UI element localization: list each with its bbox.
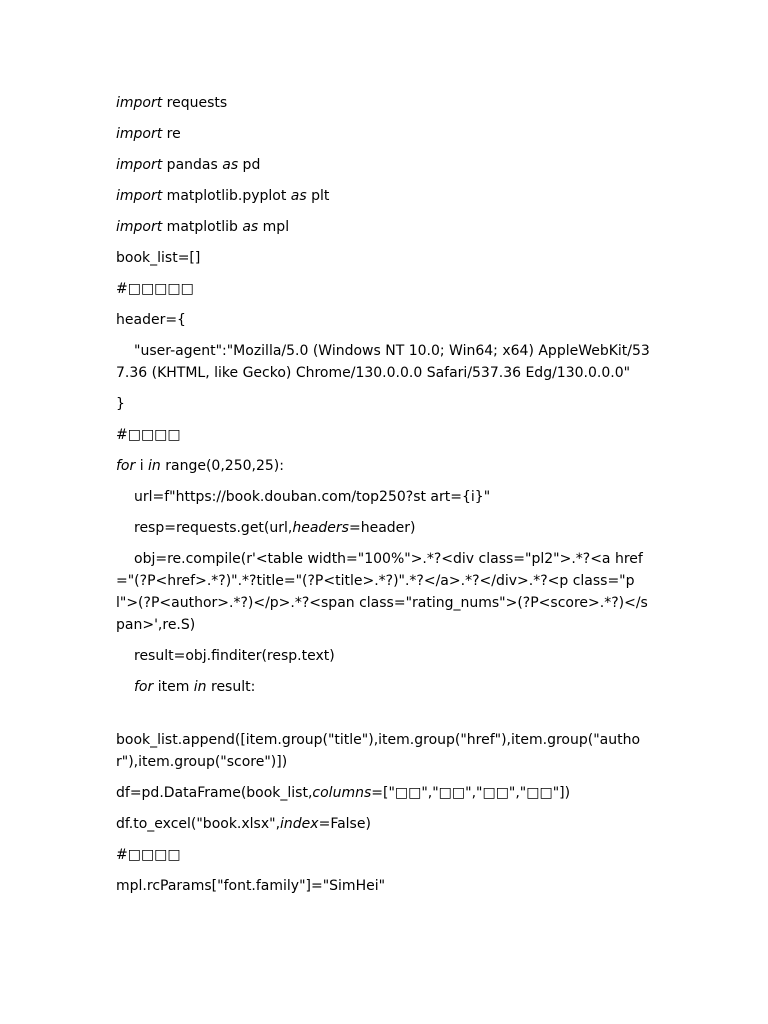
keyword: in	[193, 679, 207, 695]
code-line-url: url=f"https://book.douban.com/top250?st art={i}"	[134, 489, 491, 505]
code-text: result:	[206, 679, 256, 695]
code-line-import-requests	[116, 92, 656, 114]
code-line-for-range	[116, 455, 656, 477]
code-line-book-list: book_list=[]	[116, 250, 201, 266]
code-line-header-close: }	[116, 396, 125, 412]
keyword: columns	[312, 785, 372, 801]
code-line-for-item	[116, 676, 656, 698]
keyword: import	[116, 95, 163, 111]
keyword: index	[280, 816, 319, 832]
code-document	[116, 92, 656, 906]
code-line-import-matplotlib	[116, 216, 656, 238]
keyword: import	[116, 157, 163, 173]
code-line-dataframe	[116, 782, 656, 804]
code-text: requests	[162, 95, 228, 111]
code-text: =False)	[318, 816, 371, 832]
code-line-import-pyplot	[116, 185, 656, 207]
keyword: in	[148, 458, 161, 474]
code-text: matplotlib.pyplot	[162, 188, 291, 204]
code-text: df=pd.DataFrame(book_list,	[116, 785, 313, 801]
code-comment: #□□□□	[116, 427, 181, 443]
keyword: import	[116, 126, 163, 142]
code-line-append: book_list.append([item.group("title"),item.group("href"),item.group("author"),item.group("score")])	[116, 732, 641, 770]
code-text: resp=requests.get(url,	[134, 520, 293, 536]
code-comment: #□□□□	[116, 847, 181, 863]
code-line-resp	[116, 517, 656, 539]
code-line-to-excel	[116, 813, 656, 835]
code-line-user-agent: "user-agent":"Mozilla/5.0 (Windows NT 10.0; Win64; x64) AppleWebKit/537.36 (KHTML, like Gecko) Chrome/130.0.0.0 Safari/537.36 Edg/130.0.0.0"	[116, 343, 650, 381]
code-text: re	[162, 126, 181, 142]
keyword: as	[242, 219, 259, 235]
keyword: for	[116, 458, 136, 474]
code-line-rcparams: mpl.rcParams["font.family"]="SimHei"	[116, 878, 386, 894]
code-line-header-open: header={	[116, 312, 186, 328]
code-line-import-pandas	[116, 154, 656, 176]
keyword: import	[116, 188, 163, 204]
code-text: matplotlib	[162, 219, 243, 235]
code-text: plt	[306, 188, 330, 204]
code-line-regex: obj=re.compile(r'<table width="100%">.*?<div class="pl2">.*?<a href="(?P<href>.*?)".*?title="(?P<title>.*?)".*?</a>.*?</div>.*?<p class="pl">(?P<author>.*?)</p>.*?<span class="rating_nums">(?P<score>.*?)</span>',re.S)	[116, 551, 648, 633]
keyword: for	[134, 679, 154, 695]
code-text: i	[135, 458, 149, 474]
code-text: pandas	[162, 157, 223, 173]
keyword: as	[290, 188, 307, 204]
code-text: pd	[238, 157, 261, 173]
code-text: =header)	[348, 520, 416, 536]
code-text: range(0,250,25):	[160, 458, 284, 474]
code-text: item	[153, 679, 194, 695]
blank-line	[116, 707, 656, 729]
code-text: df.to_excel("book.xlsx",	[116, 816, 281, 832]
keyword: as	[222, 157, 239, 173]
keyword: import	[116, 219, 163, 235]
keyword: headers	[292, 520, 349, 536]
code-text: mpl	[258, 219, 290, 235]
code-text: =["□□","□□","□□","□□"])	[371, 785, 571, 801]
code-line-result: result=obj.finditer(resp.text)	[134, 648, 335, 664]
code-comment: #□□□□□	[116, 281, 194, 297]
code-line-import-re	[116, 123, 656, 145]
